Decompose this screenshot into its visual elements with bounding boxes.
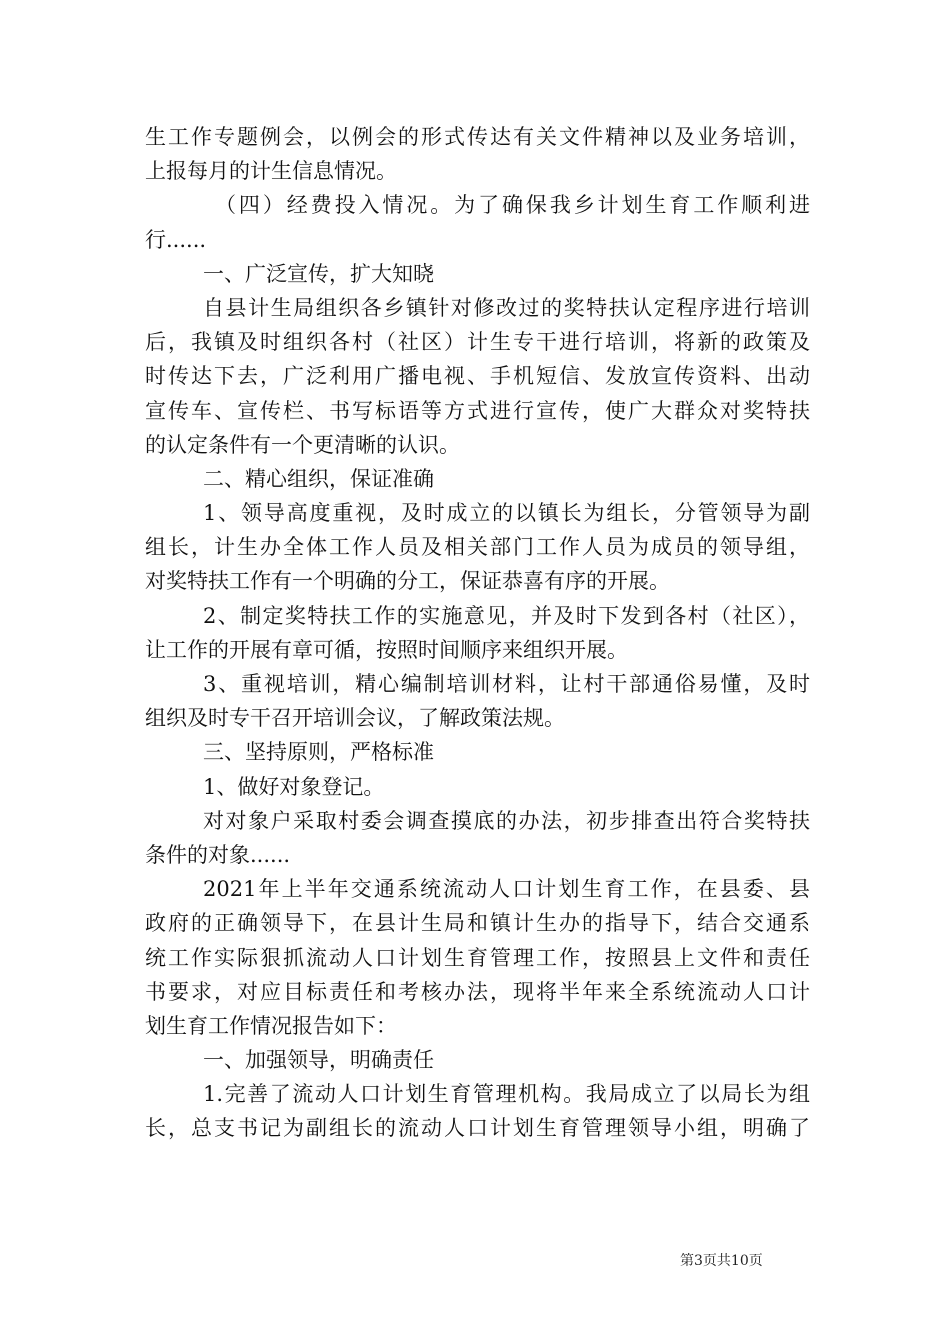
text-line: 长，总支书记为副组长的流动人口计划生育管理领导小组，明确了 [145,1116,810,1141]
text-line: （四）经费投入情况。为了确保我乡计划生育工作顺利进 [215,193,810,218]
text-line: 上报每月的计生信息情况。 [145,159,397,184]
document-body [145,120,810,1146]
text-line: 二、精心组织，保证准确 [203,466,434,491]
text-line: 1.完善了流动人口计划生育管理机构。我局成立了以局长为组 [203,1082,810,1107]
text-line: 三、坚持原则，严格标准 [203,740,434,765]
text-line: 时传达下去，广泛利用广播电视、手机短信、发放宣传资料、出动 [145,364,810,389]
text-line: 3、重视培训，精心编制培训材料，让村干部通俗易懂，及时 [203,672,810,696]
text-line: 统工作实际狠抓流动人口计划生育管理工作，按照县上文件和责任 [145,945,810,970]
text-line: 行...... [145,227,207,252]
text-line: 条件的对象...... [145,842,291,867]
text-line: 1、做好对象登记。 [203,774,385,799]
text-line: 划生育工作情况报告如下： [145,1013,397,1038]
text-line: 的认定条件有一个更清晰的认识。 [145,432,460,457]
text-line: 自县计生局组织各乡镇针对修改过的奖特扶认定程序进行培训 [203,295,810,320]
text-line: 组长，计生办全体工作人员及相关部门工作人员为成员的领导组， [145,535,810,560]
text-line: 1、领导高度重视，及时成立的以镇长为组长，分管领导为副 [203,501,810,526]
text-line: 对对象户采取村委会调查摸底的办法，初步排查出符合奖特扶 [203,808,810,833]
text-line: 2、制定奖特扶工作的实施意见，并及时下发到各村（社区）， [203,603,810,628]
text-line: 生工作专题例会，以例会的形式传达有关文件精神以及业务培训， [145,125,810,149]
text-line: 2021年上半年交通系统流动人口计划生育工作，在县委、县 [203,877,810,902]
text-line: 一、加强领导，明确责任 [203,1048,434,1073]
text-line: 让工作的开展有章可循，按照时间顺序来组织开展。 [145,637,628,662]
text-line: 书要求，对应目标责任和考核办法，现将半年来全系统流动人口计 [145,979,810,1004]
text-line: 后，我镇及时组织各村（社区）计生专干进行培训，将新的政策及 [145,330,810,355]
text-line: 政府的正确领导下，在县计生局和镇计生办的指导下，结合交通系 [145,911,810,936]
text-line: 对奖特扶工作有一个明确的分工，保证恭喜有序的开展。 [145,569,670,594]
text-line: 一、广泛宣传，扩大知晓 [203,261,434,286]
text-line: 组织及时专干召开培训会议，了解政策法规。 [145,706,565,731]
text-line: 宣传车、宣传栏、书写标语等方式进行宣传，使广大群众对奖特扶 [145,398,810,423]
page-number-footer: 第3页共10页 [680,1253,763,1269]
